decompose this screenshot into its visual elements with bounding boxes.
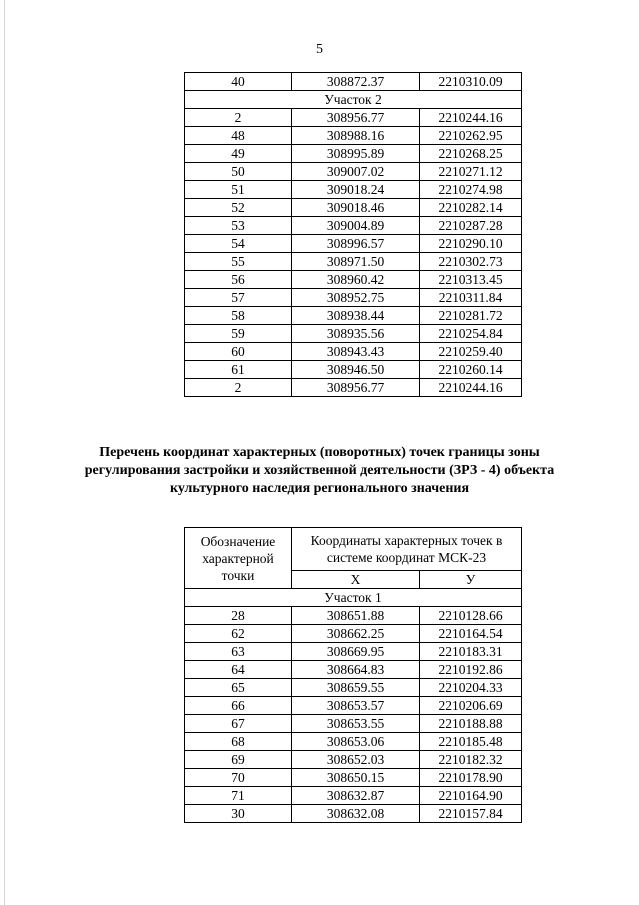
table-body — [185, 589, 522, 823]
y-cell: 2210282.14 — [420, 199, 522, 217]
point-cell: 55 — [185, 253, 292, 271]
y-cell: 2210310.09 — [420, 73, 522, 91]
y-cell: 2210313.45 — [420, 271, 522, 289]
x-cell: 308651.88 — [292, 607, 420, 625]
x-cell: 308996.57 — [292, 235, 420, 253]
point-cell: 61 — [185, 361, 292, 379]
section-label: Участок 2 — [185, 91, 522, 109]
table-row — [185, 127, 522, 145]
table-row — [185, 379, 522, 397]
point-cell: 49 — [185, 145, 292, 163]
x-cell: 308971.50 — [292, 253, 420, 271]
point-cell: 64 — [185, 661, 292, 679]
x-cell: 308935.56 — [292, 325, 420, 343]
x-cell: 308659.55 — [292, 679, 420, 697]
x-cell: 308956.77 — [292, 109, 420, 127]
table-row — [185, 715, 522, 733]
point-cell: 63 — [185, 643, 292, 661]
table-row — [185, 217, 522, 235]
y-cell: 2210244.16 — [420, 379, 522, 397]
y-cell: 2210260.14 — [420, 361, 522, 379]
section-row — [185, 91, 522, 109]
x-cell: 308653.06 — [292, 733, 420, 751]
table-row — [185, 199, 522, 217]
x-cell: 308956.77 — [292, 379, 420, 397]
point-cell: 2 — [185, 379, 292, 397]
x-cell: 308664.83 — [292, 661, 420, 679]
y-cell: 2210204.33 — [420, 679, 522, 697]
y-cell: 2210164.54 — [420, 625, 522, 643]
point-cell: 40 — [185, 73, 292, 91]
header-point-designation: Обозначение характерной точки — [185, 528, 292, 589]
point-cell: 51 — [185, 181, 292, 199]
table-row — [185, 625, 522, 643]
table-row — [185, 361, 522, 379]
point-cell: 30 — [185, 805, 292, 823]
x-cell: 308988.16 — [292, 127, 420, 145]
x-cell: 308653.55 — [292, 715, 420, 733]
point-cell: 65 — [185, 679, 292, 697]
y-cell: 2210302.73 — [420, 253, 522, 271]
y-cell: 2210244.16 — [420, 109, 522, 127]
y-cell: 2210281.72 — [420, 307, 522, 325]
x-cell: 309018.46 — [292, 199, 420, 217]
page-number: 5 — [316, 42, 323, 57]
table-body — [185, 73, 522, 397]
table-row — [185, 787, 522, 805]
table-row — [185, 805, 522, 823]
coordinates-table-continued — [184, 72, 522, 397]
point-cell: 48 — [185, 127, 292, 145]
header-y: У — [420, 571, 522, 589]
table-header — [185, 528, 522, 589]
y-cell: 2210271.12 — [420, 163, 522, 181]
table-row — [185, 181, 522, 199]
y-cell: 2210164.90 — [420, 787, 522, 805]
x-cell: 308946.50 — [292, 361, 420, 379]
x-cell: 308960.42 — [292, 271, 420, 289]
x-cell: 308632.08 — [292, 805, 420, 823]
y-cell: 2210311.84 — [420, 289, 522, 307]
y-cell: 2210157.84 — [420, 805, 522, 823]
point-cell: 68 — [185, 733, 292, 751]
point-cell: 60 — [185, 343, 292, 361]
y-cell: 2210128.66 — [420, 607, 522, 625]
x-cell: 308650.15 — [292, 769, 420, 787]
y-cell: 2210290.10 — [420, 235, 522, 253]
heading-line: регулирования застройки и хозяйственной деятельности (ЗРЗ - 4) объекта — [84, 463, 555, 478]
table-row — [185, 607, 522, 625]
point-cell: 70 — [185, 769, 292, 787]
x-cell: 309018.24 — [292, 181, 420, 199]
point-cell: 28 — [185, 607, 292, 625]
page-edge-line — [4, 0, 5, 905]
table-row — [185, 235, 522, 253]
y-cell: 2210262.95 — [420, 127, 522, 145]
point-cell: 67 — [185, 715, 292, 733]
table-row — [185, 661, 522, 679]
x-cell: 309004.89 — [292, 217, 420, 235]
y-cell: 2210287.28 — [420, 217, 522, 235]
x-cell: 308669.95 — [292, 643, 420, 661]
point-cell: 66 — [185, 697, 292, 715]
point-cell: 69 — [185, 751, 292, 769]
y-cell: 2210192.86 — [420, 661, 522, 679]
header-coordinates: Координаты характерных точек в системе координат МСК-23 — [292, 528, 522, 571]
coordinates-table-zrz4 — [184, 527, 522, 823]
x-cell: 308632.87 — [292, 787, 420, 805]
table-row — [185, 697, 522, 715]
table-row — [185, 679, 522, 697]
section-label: Участок 1 — [185, 589, 522, 607]
y-cell: 2210268.25 — [420, 145, 522, 163]
table-row — [185, 163, 522, 181]
y-cell: 2210188.88 — [420, 715, 522, 733]
table-row — [185, 733, 522, 751]
y-cell: 2210178.90 — [420, 769, 522, 787]
table-row — [185, 769, 522, 787]
heading-line: Перечень координат характерных (поворотных) точек границы зоны — [99, 445, 540, 460]
section-heading — [60, 444, 579, 498]
x-cell: 308652.03 — [292, 751, 420, 769]
table-row — [185, 643, 522, 661]
point-cell: 58 — [185, 307, 292, 325]
x-cell: 308995.89 — [292, 145, 420, 163]
table-row — [185, 343, 522, 361]
x-cell: 308662.25 — [292, 625, 420, 643]
x-cell: 309007.02 — [292, 163, 420, 181]
point-cell: 56 — [185, 271, 292, 289]
table-row — [185, 109, 522, 127]
table-row — [185, 253, 522, 271]
x-cell: 308872.37 — [292, 73, 420, 91]
y-cell: 2210182.32 — [420, 751, 522, 769]
table-row — [185, 289, 522, 307]
point-cell: 62 — [185, 625, 292, 643]
table-row — [185, 271, 522, 289]
point-cell: 2 — [185, 109, 292, 127]
x-cell: 308952.75 — [292, 289, 420, 307]
x-cell: 308938.44 — [292, 307, 420, 325]
y-cell: 2210254.84 — [420, 325, 522, 343]
table-row — [185, 73, 522, 91]
table-row — [185, 145, 522, 163]
y-cell: 2210185.48 — [420, 733, 522, 751]
heading-line: культурного наследия регионального значения — [169, 481, 470, 496]
y-cell: 2210206.69 — [420, 697, 522, 715]
point-cell: 52 — [185, 199, 292, 217]
point-cell: 53 — [185, 217, 292, 235]
x-cell: 308653.57 — [292, 697, 420, 715]
table-row — [185, 307, 522, 325]
x-cell: 308943.43 — [292, 343, 420, 361]
y-cell: 2210259.40 — [420, 343, 522, 361]
point-cell: 59 — [185, 325, 292, 343]
table-row — [185, 325, 522, 343]
table-row — [185, 751, 522, 769]
point-cell: 57 — [185, 289, 292, 307]
point-cell: 54 — [185, 235, 292, 253]
y-cell: 2210274.98 — [420, 181, 522, 199]
table-header-row — [185, 528, 522, 571]
point-cell: 50 — [185, 163, 292, 181]
section-row — [185, 589, 522, 607]
header-x: Х — [292, 571, 420, 589]
y-cell: 2210183.31 — [420, 643, 522, 661]
point-cell: 71 — [185, 787, 292, 805]
